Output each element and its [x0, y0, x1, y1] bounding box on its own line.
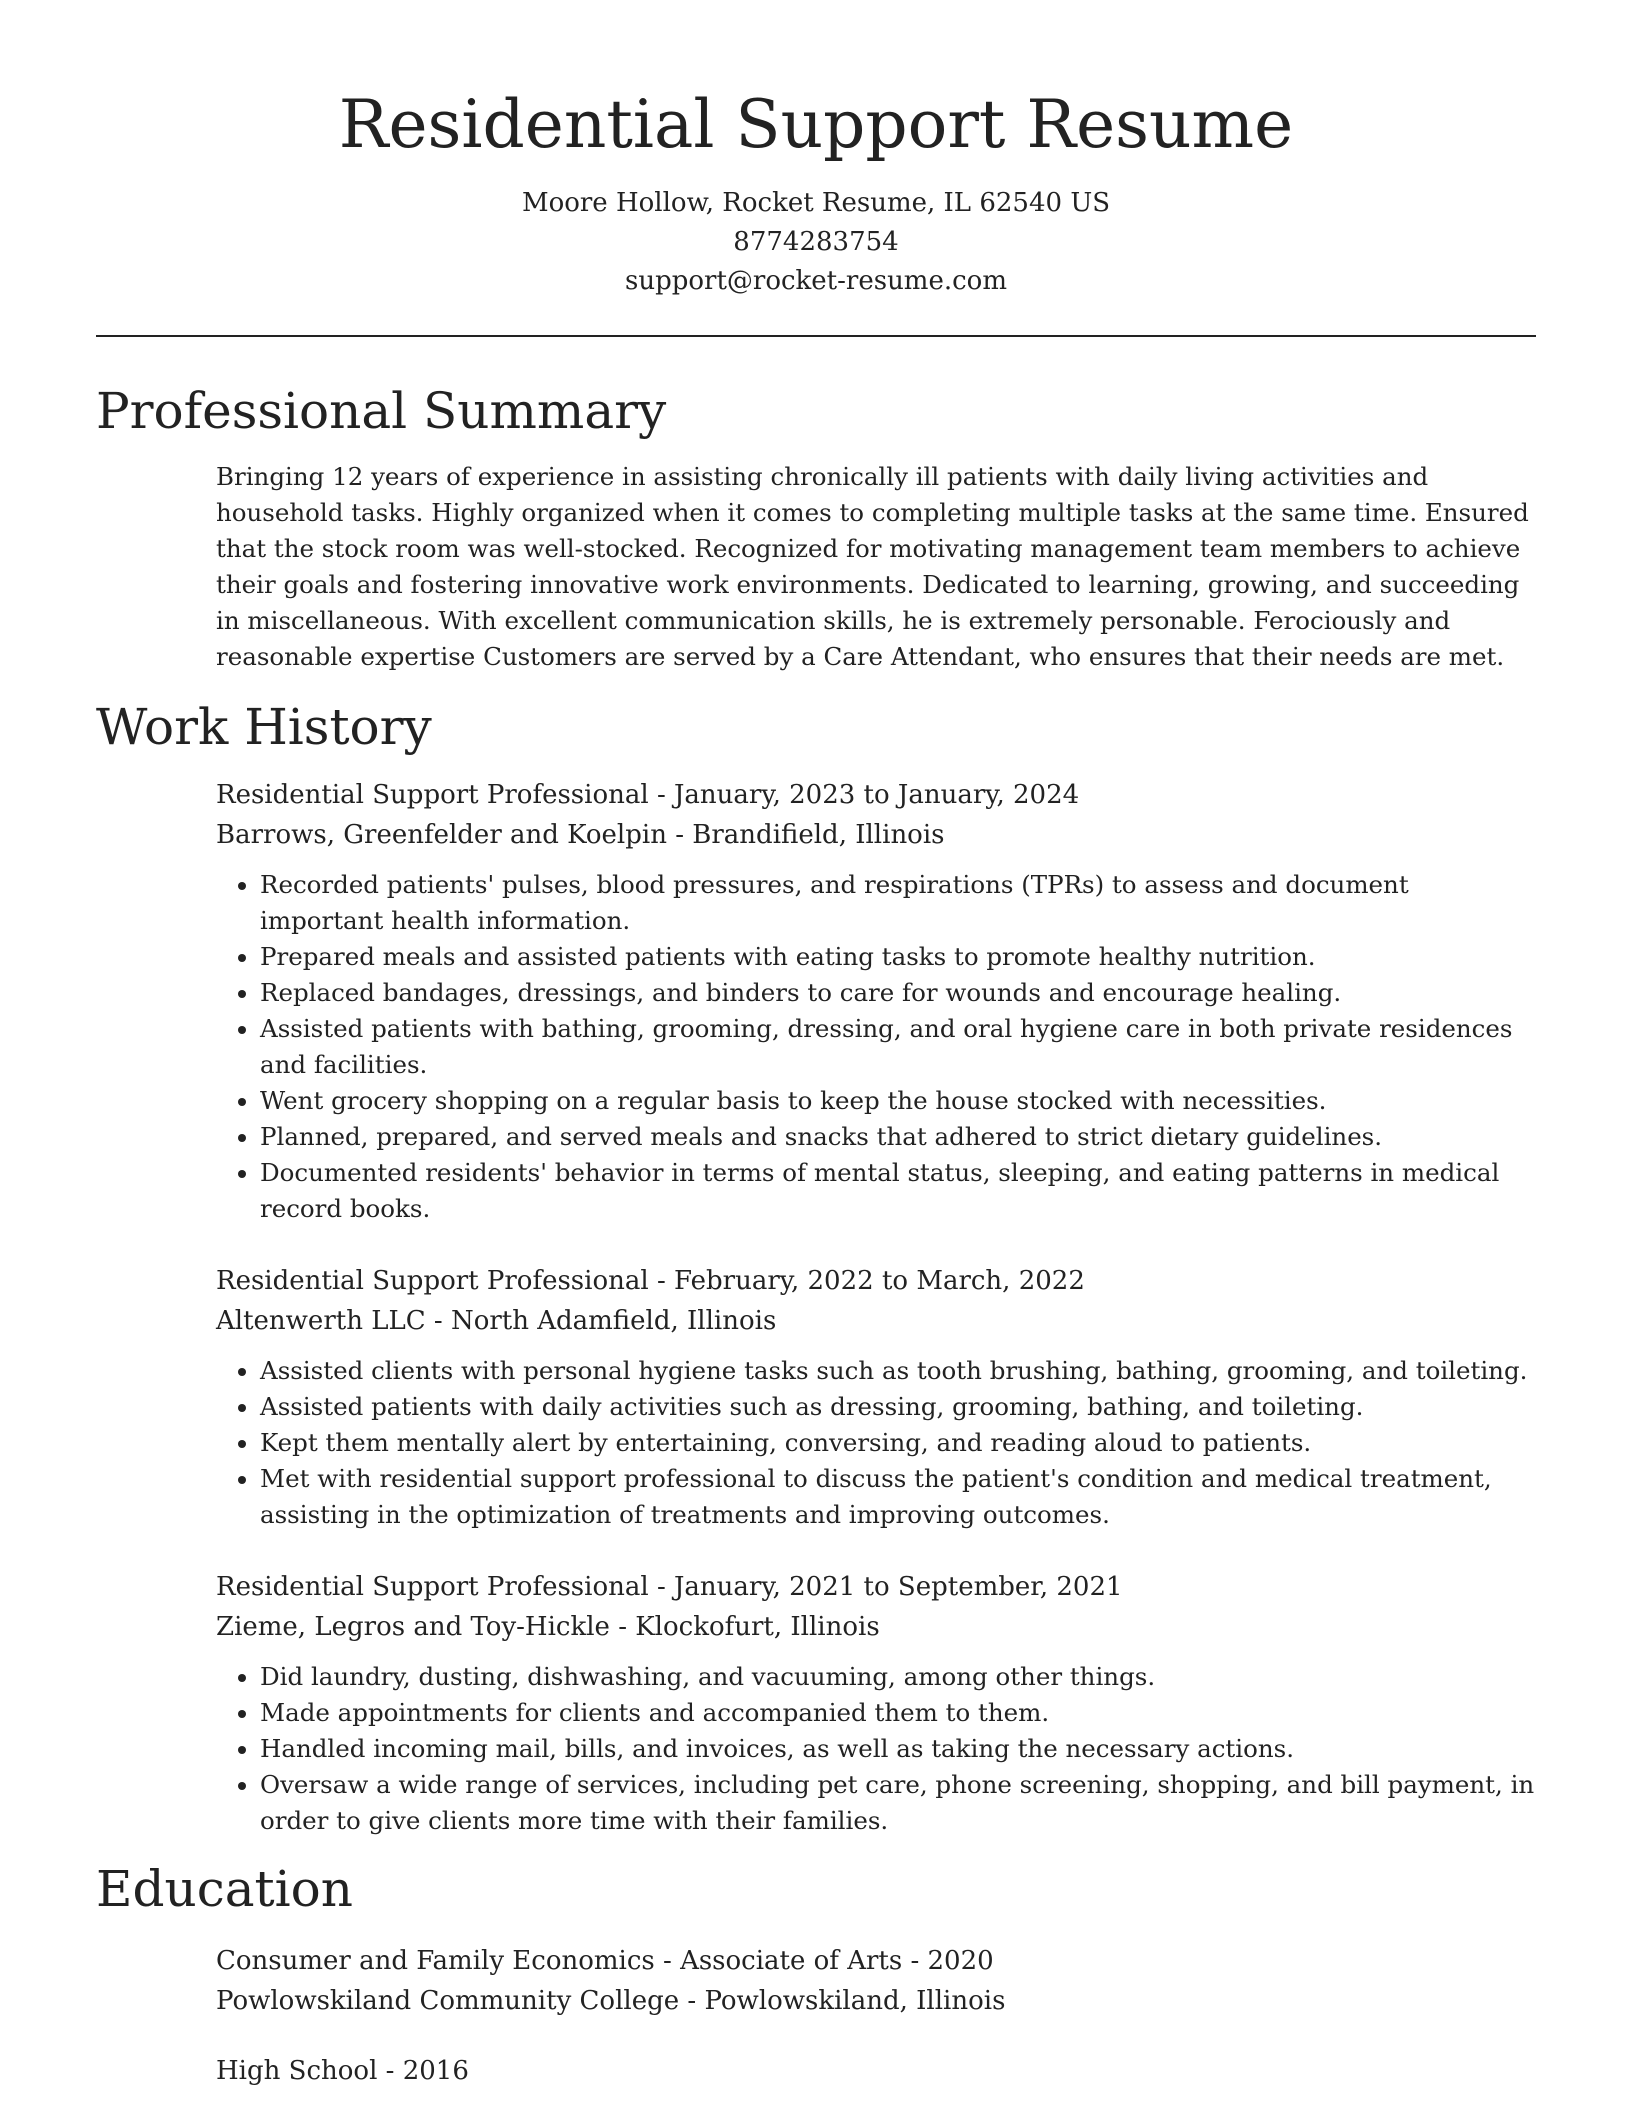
- job-bullet: • Met with residential support professional to discuss the patient's condition and medical treatment, assisting in the optimization of treatments and improving outcomes.: [260, 1461, 1536, 1533]
- header-divider: [96, 335, 1536, 337]
- education-degree-line: [216, 2051, 1536, 2091]
- job-entry: [216, 1567, 1536, 1839]
- job-company: Altenwerth LLC: [216, 1306, 426, 1336]
- resume-title: Residential Support Resume: [338, 86, 1294, 163]
- job-title-line: [216, 775, 1536, 815]
- job-bullets: [216, 1353, 1536, 1533]
- job-bullet: • Oversaw a wide range of services, including pet care, phone screening, shopping, and bill payment, in order to give clients more time with their families.: [260, 1767, 1536, 1839]
- education-year: - 2016: [377, 2056, 469, 2086]
- job-bullet: • Assisted patients with bathing, grooming, dressing, and oral hygiene care in both private residences and facilities.: [260, 1011, 1536, 1083]
- education-degree: High School: [216, 2056, 378, 2086]
- job-dates: - February, 2022 to March, 2022: [648, 1266, 1085, 1296]
- education-school-line: [216, 1981, 1536, 2021]
- education-entry: [216, 2051, 1536, 2091]
- job-title-line: [216, 1567, 1536, 1607]
- contact-phone: 8774283754: [733, 227, 899, 257]
- job-bullets: [216, 867, 1536, 1227]
- job-bullet: • Assisted clients with personal hygiene tasks such as tooth brushing, bathing, grooming, and toileting.: [260, 1353, 1536, 1389]
- job-location: - Klockofurt, Illinois: [609, 1612, 880, 1642]
- job-company-line: [216, 1607, 1536, 1647]
- job-entry: [216, 775, 1536, 1227]
- job-title: Residential Support Professional: [216, 780, 649, 810]
- job-bullet: • Kept them mentally alert by entertaining, conversing, and reading aloud to patients.: [260, 1425, 1536, 1461]
- job-bullets: [216, 1659, 1536, 1839]
- education-location: - Powlowskiland, Illinois: [679, 1986, 1006, 2016]
- job-company-line: [216, 815, 1536, 855]
- work-history-heading: Work History: [96, 698, 432, 756]
- summary-heading: Professional Summary: [96, 382, 667, 440]
- education-year: - 2020: [902, 1946, 994, 1976]
- job-dates: - January, 2023 to January, 2024: [648, 780, 1080, 810]
- job-company: Barrows, Greenfelder and Koelpin: [216, 820, 667, 850]
- job-bullet: • Documented residents' behavior in terms of mental status, sleeping, and eating patterns in medical record books.: [260, 1155, 1536, 1227]
- contact-address: Moore Hollow, Rocket Resume, IL 62540 US: [521, 188, 1111, 218]
- job-bullet: • Made appointments for clients and accompanied them to them.: [260, 1695, 1536, 1731]
- job-company: Zieme, Legros and Toy-Hickle: [216, 1612, 610, 1642]
- education-degree-line: [216, 1941, 1536, 1981]
- resume-header: [96, 0, 1536, 301]
- job-bullet: • Replaced bandages, dressings, and binders to care for wounds and encourage healing.: [260, 975, 1536, 1011]
- job-bullet: • Did laundry, dusting, dishwashing, and vacuuming, among other things.: [260, 1659, 1536, 1695]
- contact-info: [96, 184, 1536, 301]
- resume-page: [96, 0, 1536, 2091]
- education-heading: Education: [96, 1860, 353, 1918]
- summary-text: Bringing 12 years of experience in assisting chronically ill patients with daily living activities and household tasks. Highly organized when it comes to completing multiple tasks at the same time. Ensured that the stock room was well-stocked. Recognized for motivating management team members to achieve their goals and fostering innovative work environments. Dedicated to learning, growing, and succeeding in miscellaneous. With excellent communication skills, he is extremely personable. Ferociously and reasonable expertise Customers are served by a Care Attendant, who ensures that their needs are met.: [216, 462, 1529, 671]
- job-company-line: [216, 1301, 1536, 1341]
- job-bullet: • Handled incoming mail, bills, and invoices, as well as taking the necessary actions.: [260, 1731, 1536, 1767]
- contact-email: support@rocket-resume.com: [624, 266, 1007, 296]
- job-bullet: • Planned, prepared, and served meals and snacks that adhered to strict dietary guidelines.: [260, 1119, 1536, 1155]
- job-dates: - January, 2021 to September, 2021: [648, 1572, 1123, 1602]
- job-entry: [216, 1261, 1536, 1533]
- job-bullet: • Went grocery shopping on a regular basis to keep the house stocked with necessities.: [260, 1083, 1536, 1119]
- job-bullet: • Assisted patients with daily activities such as dressing, grooming, bathing, and toileting.: [260, 1389, 1536, 1425]
- education-degree: Consumer and Family Economics - Associate of Arts: [216, 1946, 903, 1976]
- job-title: Residential Support Professional: [216, 1266, 649, 1296]
- job-location: - Brandifield, Illinois: [666, 820, 945, 850]
- job-bullet: • Recorded patients' pulses, blood pressures, and respirations (TPRs) to assess and document important health information.: [260, 867, 1536, 939]
- job-bullet: • Prepared meals and assisted patients with eating tasks to promote healthy nutrition.: [260, 939, 1536, 975]
- job-title-line: [216, 1261, 1536, 1301]
- education-entry: [216, 1941, 1536, 2021]
- education-school: Powlowskiland Community College: [216, 1986, 680, 2016]
- job-title: Residential Support Professional: [216, 1572, 649, 1602]
- job-location: - North Adamfield, Illinois: [425, 1306, 777, 1336]
